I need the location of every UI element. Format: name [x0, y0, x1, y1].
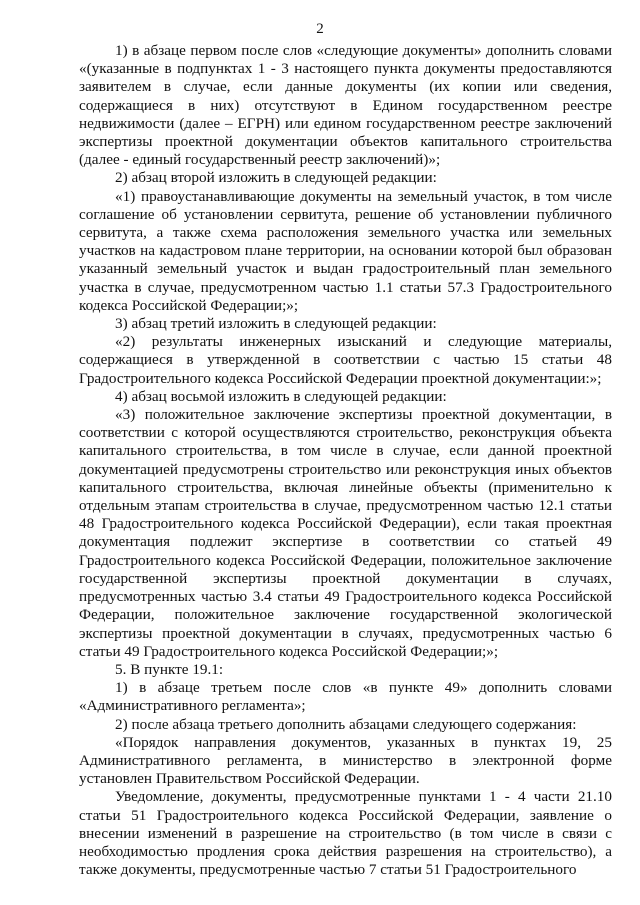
paragraph-12: Уведомление, документы, предусмотренные пунктами 1 - 4 части 21.10 статьи 51 Градостроительного кодекса Российской Федерации, заявление о внесении изменений в разрешение на строительство (в том числе в связи с необходимостью продления срока действия разрешения на строительство), а также документы, предусмотренные частью 7 статьи 51 Градостроительного: [79, 788, 612, 879]
paragraph-6: 4) абзац восьмой изложить в следующей редакции:: [115, 387, 447, 405]
paragraph-11: «Порядок направления документов, указанных в пунктах 19, 25 Административного регламента, в министерство в электронной форме установлен Правительством Российской Федерации.: [79, 733, 612, 788]
paragraph-1: 1) в абзаце первом после слов «следующие документы» дополнить словами «(указанные в подпунктах 1 - 3 настоящего пункта документы предоставляются заявителем в случае, если данные документы (их копии или сведения, содержащиеся в них) отсутствуют в Едином государственном реестре недвижимости (далее – ЕГРН) или едином государственном реестре заключений экспертизы проектной документации объектов капитального строительства (далее - единый государственный реестр заключений)»;: [79, 42, 612, 169]
paragraph-9: 1) в абзаце третьем после слов «в пункте 49» дополнить словами «Административного регламента»;: [79, 679, 612, 715]
paragraph-8: 5. В пункте 19.1:: [115, 660, 224, 678]
page-number: 2: [316, 21, 324, 37]
paragraph-2: 2) абзац второй изложить в следующей редакции:: [115, 169, 437, 187]
paragraph-3: «1) правоустанавливающие документы на земельный участок, в том числе соглашение об установлении сервитута, решение об установлении публичного сервитута, а также схема расположения земельного участка или земельных участков на кадастровом плане территории, на основании которой был образован указанный земельный участок и выдан градостроительный план земельного участка в случае, предусмотренном частью 1.1 статьи 57.3 Градостроительного кодекса Российской Федерации;»;: [79, 187, 612, 314]
document-body: [79, 42, 612, 879]
paragraph-4: 3) абзац третий изложить в следующей редакции:: [115, 315, 437, 333]
paragraph-5: «2) результаты инженерных изысканий и следующие материалы, содержащиеся в утвержденной в соответствии с частью 15 статьи 48 Градостроительного кодекса Российской Федерации проектной документации:»;: [79, 333, 612, 387]
paragraph-7: «3) положительное заключение экспертизы проектной документации, в соответствии с которой осуществляются строительство, реконструкция объекта капитального строительства, в том числе в случае, если данной проектной документацией предусмотрены строительство или реконструкция иных объектов капитального строительства, включая линейные объекты (применительно к отдельным этапам строительства в случае, предусмотренном частью 12.1 статьи 48 Градостроительного кодекса Российской Федерации), если такая проектная документация подлежит экспертизе в соответствии со статьей 49 Градостроительного кодекса Российской Федерации, положительное заключение государственной экспертизы проектной документации в случаях, предусмотренных частью 3.4 статьи 49 Градостроительного кодекса Российской Федерации, положительное заключение государственной экологической экспертизы проектной документации в случаях, предусмотренных частью 6 статьи 49 Градостроительного кодекса Российской Федерации;»;: [79, 406, 612, 660]
paragraph-10: 2) после абзаца третьего дополнить абзацами следующего содержания:: [115, 715, 577, 733]
